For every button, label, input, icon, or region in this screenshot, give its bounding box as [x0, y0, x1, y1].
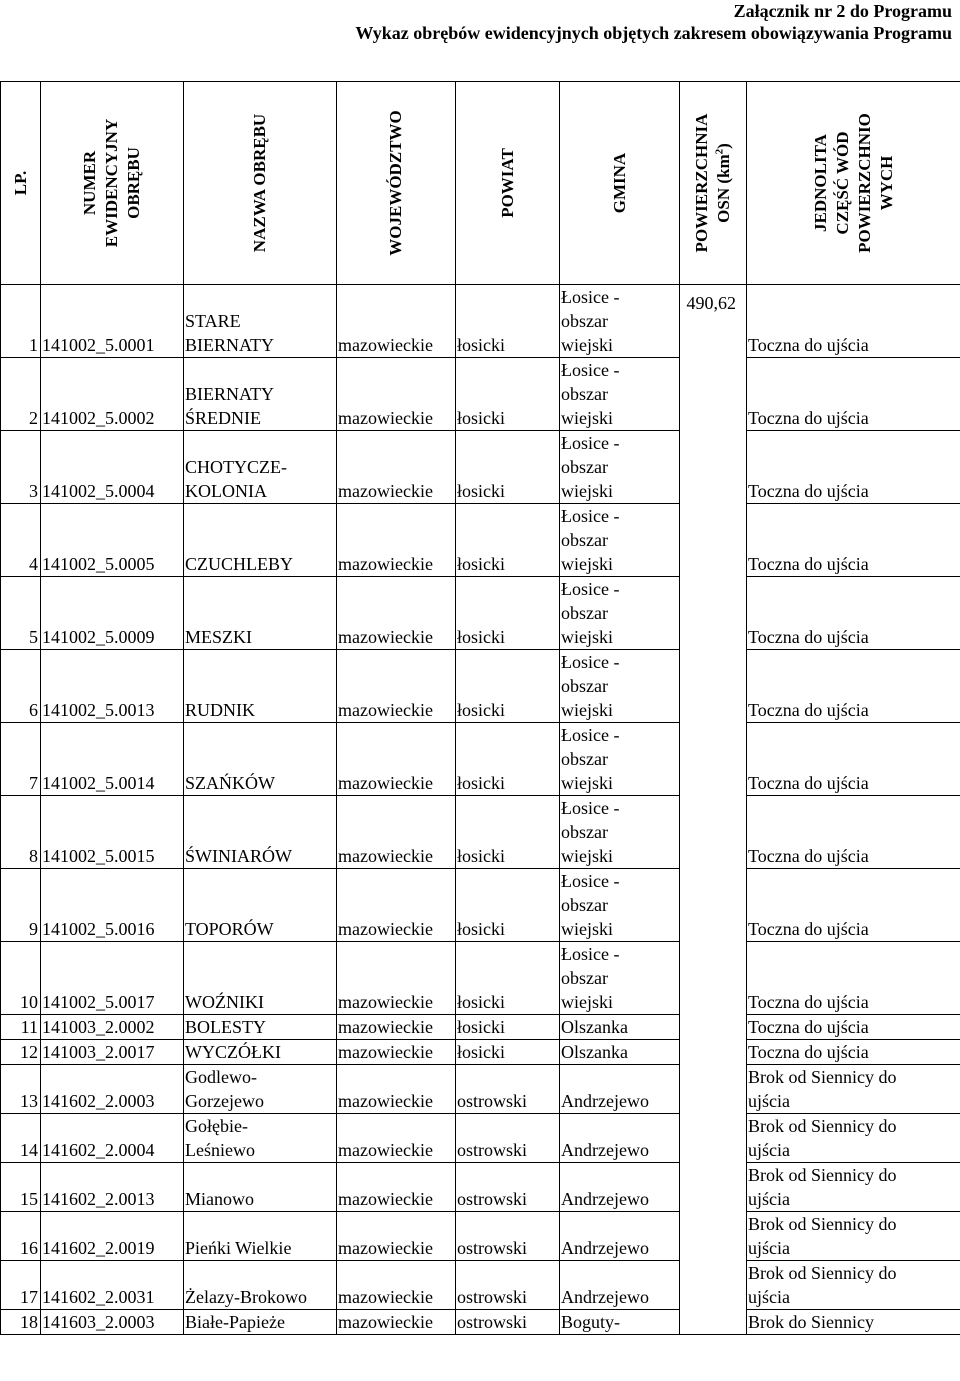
cell-numer: 141003_2.0002 [41, 1015, 184, 1040]
cell-lp: 1 [1, 285, 41, 358]
cell-nazwa: TOPORÓW [184, 869, 337, 942]
cell-nazwa: Gołębie- Leśniewo [184, 1114, 337, 1163]
cell-nazwa: Żelazy-Brokowo [184, 1261, 337, 1310]
cell-jcwp: Toczna do ujścia [747, 431, 960, 504]
cell-lp: 14 [1, 1114, 41, 1163]
cell-lp: 16 [1, 1212, 41, 1261]
table-body [1, 285, 960, 1335]
cell-nazwa: Pieńki Wielkie [184, 1212, 337, 1261]
cell-gmina: Andrzejewo [560, 1114, 680, 1163]
document-title: Wykaz obrębów ewidencyjnych objętych zakresem obowiązywania Programu [355, 23, 952, 43]
cell-nazwa: Godlewo- Gorzejewo [184, 1065, 337, 1114]
cell-numer: 141602_2.0004 [41, 1114, 184, 1163]
cell-gmina: Łosice - obszar wiejski [560, 358, 680, 431]
cell-jcwp: Brok od Siennicy do ujścia [747, 1065, 960, 1114]
table-row [1, 1015, 960, 1040]
table-row [1, 942, 960, 1015]
parcels-table [0, 81, 960, 1335]
cell-jcwp: Toczna do ujścia [747, 650, 960, 723]
cell-woj: mazowieckie [337, 285, 456, 358]
cell-jcwp: Toczna do ujścia [747, 358, 960, 431]
cell-nazwa: MESZKI [184, 577, 337, 650]
table-row [1, 431, 960, 504]
cell-woj: mazowieckie [337, 1212, 456, 1261]
cell-lp: 5 [1, 577, 41, 650]
cell-gmina: Łosice - obszar wiejski [560, 577, 680, 650]
cell-lp: 13 [1, 1065, 41, 1114]
table-row [1, 1114, 960, 1163]
cell-numer: 141002_5.0002 [41, 358, 184, 431]
cell-powiat: łosicki [456, 504, 560, 577]
col-powiat-header: POWIAT [456, 82, 560, 285]
cell-nazwa: Białe-Papieże [184, 1310, 337, 1335]
cell-gmina: Łosice - obszar wiejski [560, 869, 680, 942]
cell-nazwa: WYCZÓŁKI [184, 1040, 337, 1065]
cell-woj: mazowieckie [337, 796, 456, 869]
cell-lp: 10 [1, 942, 41, 1015]
cell-powiat: ostrowski [456, 1114, 560, 1163]
cell-woj: mazowieckie [337, 358, 456, 431]
cell-gmina: Łosice - obszar wiejski [560, 504, 680, 577]
cell-numer: 141602_2.0003 [41, 1065, 184, 1114]
table-row [1, 285, 960, 358]
cell-nazwa: CHOTYCZE- KOLONIA [184, 431, 337, 504]
cell-numer: 141002_5.0017 [41, 942, 184, 1015]
cell-nazwa: SZAŃKÓW [184, 723, 337, 796]
cell-numer: 141603_2.0003 [41, 1310, 184, 1335]
cell-woj: mazowieckie [337, 942, 456, 1015]
cell-numer: 141602_2.0031 [41, 1261, 184, 1310]
cell-jcwp: Toczna do ujścia [747, 942, 960, 1015]
table-row [1, 358, 960, 431]
table-row [1, 1065, 960, 1114]
cell-powiat: łosicki [456, 431, 560, 504]
cell-powiat: ostrowski [456, 1212, 560, 1261]
cell-woj: mazowieckie [337, 1040, 456, 1065]
cell-powiat: łosicki [456, 577, 560, 650]
cell-woj: mazowieckie [337, 723, 456, 796]
cell-woj: mazowieckie [337, 1310, 456, 1335]
cell-gmina: Olszanka [560, 1015, 680, 1040]
cell-nazwa: CZUCHLEBY [184, 504, 337, 577]
cell-nazwa: STARE BIERNATY [184, 285, 337, 358]
cell-powiat: łosicki [456, 796, 560, 869]
cell-numer: 141602_2.0013 [41, 1163, 184, 1212]
table-row [1, 504, 960, 577]
cell-nazwa: BOLESTY [184, 1015, 337, 1040]
cell-powiat: ostrowski [456, 1065, 560, 1114]
cell-jcwp: Brok od Siennicy do ujścia [747, 1163, 960, 1212]
cell-numer: 141003_2.0017 [41, 1040, 184, 1065]
cell-numer: 141002_5.0016 [41, 869, 184, 942]
cell-powiat: łosicki [456, 723, 560, 796]
cell-lp: 8 [1, 796, 41, 869]
cell-jcwp: Toczna do ujścia [747, 723, 960, 796]
cell-jcwp: Brok od Siennicy do ujścia [747, 1212, 960, 1261]
cell-lp: 2 [1, 358, 41, 431]
table-row [1, 796, 960, 869]
cell-jcwp: Toczna do ujścia [747, 869, 960, 942]
cell-jcwp: Brok do Siennicy [747, 1310, 960, 1335]
table-row [1, 1261, 960, 1310]
cell-gmina: Andrzejewo [560, 1163, 680, 1212]
cell-woj: mazowieckie [337, 650, 456, 723]
cell-gmina: Andrzejewo [560, 1065, 680, 1114]
cell-powiat: łosicki [456, 1040, 560, 1065]
cell-lp: 4 [1, 504, 41, 577]
cell-gmina: Boguty- [560, 1310, 680, 1335]
cell-jcwp: Toczna do ujścia [747, 285, 960, 358]
cell-jcwp: Brok od Siennicy do ujścia [747, 1114, 960, 1163]
cell-lp: 3 [1, 431, 41, 504]
cell-powiat: ostrowski [456, 1163, 560, 1212]
cell-lp: 7 [1, 723, 41, 796]
table-row [1, 723, 960, 796]
table-row [1, 1310, 960, 1335]
cell-jcwp: Toczna do ujścia [747, 1040, 960, 1065]
cell-numer: 141002_5.0004 [41, 431, 184, 504]
cell-jcwp: Toczna do ujścia [747, 504, 960, 577]
cell-lp: 15 [1, 1163, 41, 1212]
table-row [1, 1040, 960, 1065]
cell-woj: mazowieckie [337, 577, 456, 650]
cell-nazwa: BIERNATY ŚREDNIE [184, 358, 337, 431]
col-gmina-header: GMINA [560, 82, 680, 285]
cell-numer: 141002_5.0015 [41, 796, 184, 869]
table-row [1, 869, 960, 942]
cell-powiat: łosicki [456, 869, 560, 942]
cell-nazwa: ŚWINIARÓW [184, 796, 337, 869]
cell-powiat: łosicki [456, 942, 560, 1015]
cell-gmina: Andrzejewo [560, 1212, 680, 1261]
cell-numer: 141002_5.0001 [41, 285, 184, 358]
cell-lp: 17 [1, 1261, 41, 1310]
col-numer-header: NUMER EWIDENCYJNY OBRĘBU [41, 82, 184, 285]
cell-powiat: ostrowski [456, 1310, 560, 1335]
col-woj-header: WOJEWÓDZTWO [337, 82, 456, 285]
header-row [1, 82, 960, 285]
cell-nazwa: RUDNIK [184, 650, 337, 723]
cell-gmina: Łosice - obszar wiejski [560, 650, 680, 723]
cell-woj: mazowieckie [337, 1261, 456, 1310]
table-row [1, 1163, 960, 1212]
cell-woj: mazowieckie [337, 504, 456, 577]
cell-woj: mazowieckie [337, 1114, 456, 1163]
table-row [1, 650, 960, 723]
cell-jcwp: Toczna do ujścia [747, 796, 960, 869]
cell-powiat: łosicki [456, 1015, 560, 1040]
cell-gmina: Łosice - obszar wiejski [560, 796, 680, 869]
cell-powiat: ostrowski [456, 1261, 560, 1310]
cell-numer: 141002_5.0009 [41, 577, 184, 650]
cell-area-total: 490,62 [680, 285, 747, 1335]
attachment-title: Załącznik nr 2 do Programu [733, 1, 952, 21]
col-area-header: POWIERZCHNIA OSN $(km^2)$ [680, 82, 747, 285]
cell-numer: 141602_2.0019 [41, 1212, 184, 1261]
cell-numer: 141002_5.0013 [41, 650, 184, 723]
cell-lp: 11 [1, 1015, 41, 1040]
cell-woj: mazowieckie [337, 869, 456, 942]
cell-woj: mazowieckie [337, 431, 456, 504]
cell-jcwp: Brok od Siennicy do ujścia [747, 1261, 960, 1310]
cell-nazwa: WOŹNIKI [184, 942, 337, 1015]
col-lp-header: LP. [1, 82, 41, 285]
cell-gmina: Olszanka [560, 1040, 680, 1065]
cell-gmina: Andrzejewo [560, 1261, 680, 1310]
cell-woj: mazowieckie [337, 1065, 456, 1114]
cell-powiat: łosicki [456, 358, 560, 431]
cell-numer: 141002_5.0014 [41, 723, 184, 796]
cell-jcwp: Toczna do ujścia [747, 1015, 960, 1040]
table-row [1, 1212, 960, 1261]
cell-gmina: Łosice - obszar wiejski [560, 723, 680, 796]
cell-lp: 6 [1, 650, 41, 723]
cell-powiat: łosicki [456, 650, 560, 723]
cell-nazwa: Mianowo [184, 1163, 337, 1212]
cell-lp: 9 [1, 869, 41, 942]
cell-gmina: Łosice - obszar wiejski [560, 431, 680, 504]
cell-woj: mazowieckie [337, 1163, 456, 1212]
col-nazwa-header: NAZWA OBRĘBU [184, 82, 337, 285]
cell-gmina: Łosice - obszar wiejski [560, 942, 680, 1015]
col-jcwp-header: JEDNOLITA CZĘŚĆ WÓD POWIERZCHNIO WYCH [747, 82, 960, 285]
table-row [1, 577, 960, 650]
cell-jcwp: Toczna do ujścia [747, 577, 960, 650]
cell-powiat: łosicki [456, 285, 560, 358]
cell-woj: mazowieckie [337, 1015, 456, 1040]
cell-lp: 18 [1, 1310, 41, 1335]
cell-gmina: Łosice - obszar wiejski [560, 285, 680, 358]
cell-numer: 141002_5.0005 [41, 504, 184, 577]
cell-lp: 12 [1, 1040, 41, 1065]
